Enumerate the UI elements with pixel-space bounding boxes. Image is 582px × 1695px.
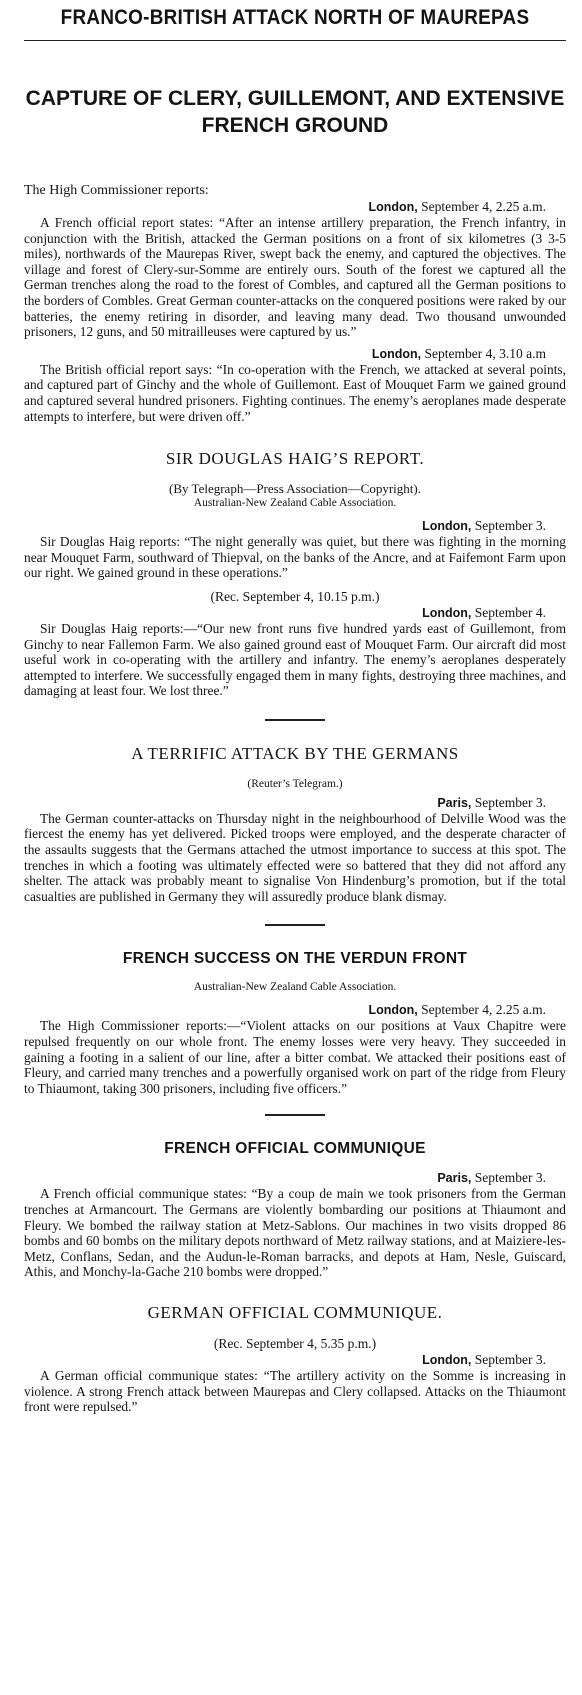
dateline-date: September 3.	[474, 794, 546, 810]
article-paragraph: A German official communique states: “The artillery activity on the Somme is increasing in violence. A strong French attack between Maurepas and Clery collapsed. Attacks on the Thiaumont front were repulsed.”	[24, 1367, 566, 1415]
dateline	[24, 1352, 566, 1368]
dateline	[24, 605, 566, 621]
section-divider	[265, 924, 325, 926]
article-paragraph: A French official communique states: “By a coup de main we took prisoners from the German trenches at Armancourt. The Germans are violently bombarding our positions at Thiaumont and Fleury. We bombed the railway station at Metz-Sablons. Our machines in two visits dropped 86 bombs and 60 bombs on the military depots northward of Metz railway stations, and at Maiziere-les-Metz, Conflans, Sedan, and the Audun-le-Roman barracks, and depots at Ham, Nesle, Guiscard, Athis, and Monchy-la-Gache 210 bombs were dropped.”	[24, 1186, 566, 1280]
main-headline: FRANCO-BRITISH ATTACK NORTH OF MAUREPAS	[60, 6, 530, 29]
dateline-date: September 3.	[474, 518, 546, 534]
dateline-city: London,	[371, 346, 422, 361]
newspaper-page	[0, 6, 582, 1695]
section-title: FRENCH OFFICIAL COMMUNIQUE	[164, 1140, 426, 1158]
headline-rule	[24, 40, 566, 41]
dateline-city: London,	[422, 519, 472, 534]
dateline-city: London,	[368, 1003, 418, 1018]
article-paragraph: Sir Douglas Haig reports:—“Our new front runs five hundred yards east of Guillemont, from Ginchy to near Fallemon Farm. We also gained ground east of Mouquet Farm. Our aircraft did most useful work in co-operating with the artillery and infantry. The enemy’s aeroplanes desperately attempted to interfere. We successfully engaged them in many fights, destroying three machines, and damaging at least four. We lost three.”	[24, 620, 566, 699]
article-paragraph: The High Commissioner reports:—“Violent attacks on our positions at Vaux Chapitre were repulsed frequently on our whole front. The enemy losses were very heavy. They succeeded in gaining a footing in a salient of our line, after a bitter combat. We attacked their positions east of Fleury, and carried many trenches and a powerfully organised work on part of the ridge from Fleury to Thiaumont, taking 300 prisoners, including five officers.”	[24, 1018, 566, 1096]
dateline-date: September 4, 2.25 a.m.	[421, 199, 546, 214]
section-credit: (By Telegraph—Press Association—Copyright).	[169, 481, 421, 497]
dateline-date: September 4, 2.25 a.m.	[421, 1002, 546, 1018]
section-title: GERMAN OFFICIAL COMMUNIQUE.	[147, 1302, 443, 1322]
section-title: FRENCH SUCCESS ON THE VERDUN FRONT	[122, 950, 468, 968]
section-french-communique	[24, 1138, 566, 1280]
dateline-date: September 3.	[474, 1351, 546, 1367]
article-paragraph: The British official report says: “In co-operation with the French, we attacked at several points, and captured part of Ginchy and the whole of Guillemont. East of Mouquet Farm we gained ground and captured several hundred prisoners. Fighting continues. The enemy’s aeroplanes made desperate attempts to interfere, but were driven off.”	[24, 361, 566, 424]
sub-headline: CAPTURE OF CLERY, GUILLEMONT, AND EXTENSIVE FRENCH GROUND	[25, 87, 565, 137]
section-divider	[265, 719, 325, 721]
dateline-city: London,	[368, 200, 418, 214]
dateline	[24, 1170, 566, 1186]
article-paragraph: The German counter-attacks on Thursday night in the neighbourhood of Delville Wood was the fiercest the enemy has yet delivered. Picked troops were employed, and the desperate character of the assaults suggests that the Germans attached the utmost importance to success at this spot. The trenches in which a footing was ultimately effected were so battered that they did not afford any shelter. The attack was probably meant to signalise Von Hindenburg’s promotion, but if the total casualties are published in Germany they will assuredly produce blank dismay.	[24, 810, 566, 904]
section-credit: Australian-New Zealand Cable Association.	[193, 981, 397, 994]
dateline	[24, 795, 566, 811]
section-german-communique	[24, 1302, 566, 1415]
dateline	[24, 346, 566, 362]
dateline	[24, 518, 566, 534]
section-verdun-front	[24, 948, 566, 1096]
dateline-city: Paris,	[437, 795, 472, 810]
article-paragraph: Sir Douglas Haig reports: “The night generally was quiet, but there was fighting in the morning near Mouquet Farm, southward of Thiepval, on the banks of the Ancre, and at Faifemont Farm upon our right. We gained ground in these operations.”	[24, 534, 566, 581]
dateline-date: September 3.	[474, 1170, 546, 1186]
article-paragraph: A French official report states: “After an intense artillery preparation, the French infantry, in conjunction with the British, attacked the German positions on a front of six kilometres (3 3-5 miles), northwards of the Maurepas River, swept back the enemy, and captured the objectives. The village and forest of Clery-sur-Somme are entirely ours. South of the forest we captured all the German trenches along the road to the forest of Combles, and captured all the German positions to the borders of Combles. Great German counter-attacks on the conquered positions were raked by our batteries, the enemy retiring in disorder, and leaving many dead. Two thousand unwounded prisoners, 12 guns, and 50 mitrailleuses were captured by us.”	[24, 215, 566, 340]
section-title: SIR DOUGLAS HAIG’S REPORT.	[165, 449, 425, 469]
dateline	[24, 1002, 566, 1018]
dateline	[24, 199, 566, 215]
dateline-city: London,	[422, 605, 472, 620]
section-haig-report	[24, 448, 566, 699]
section-terrific-attack	[24, 743, 566, 905]
dateline-city: Paris,	[437, 1171, 472, 1186]
dateline-date: September 4.	[474, 604, 546, 620]
received-note: (Rec. September 4, 10.15 p.m.)	[210, 588, 380, 604]
section-franco-british	[24, 183, 566, 424]
dateline-city: London,	[422, 1352, 472, 1367]
section-divider	[265, 1114, 325, 1116]
section-title: A TERRIFIC ATTACK BY THE GERMANS	[131, 743, 459, 763]
received-note: (Rec. September 4, 5.35 p.m.)	[213, 1335, 377, 1351]
section-credit: (Reuter’s Telegram.)	[247, 777, 343, 790]
intro-line: The High Commissioner reports:	[24, 183, 209, 198]
section-credit: Australian-New Zealand Cable Association.	[193, 497, 397, 510]
dateline-date: September 4, 3.10 a.m	[424, 345, 546, 361]
